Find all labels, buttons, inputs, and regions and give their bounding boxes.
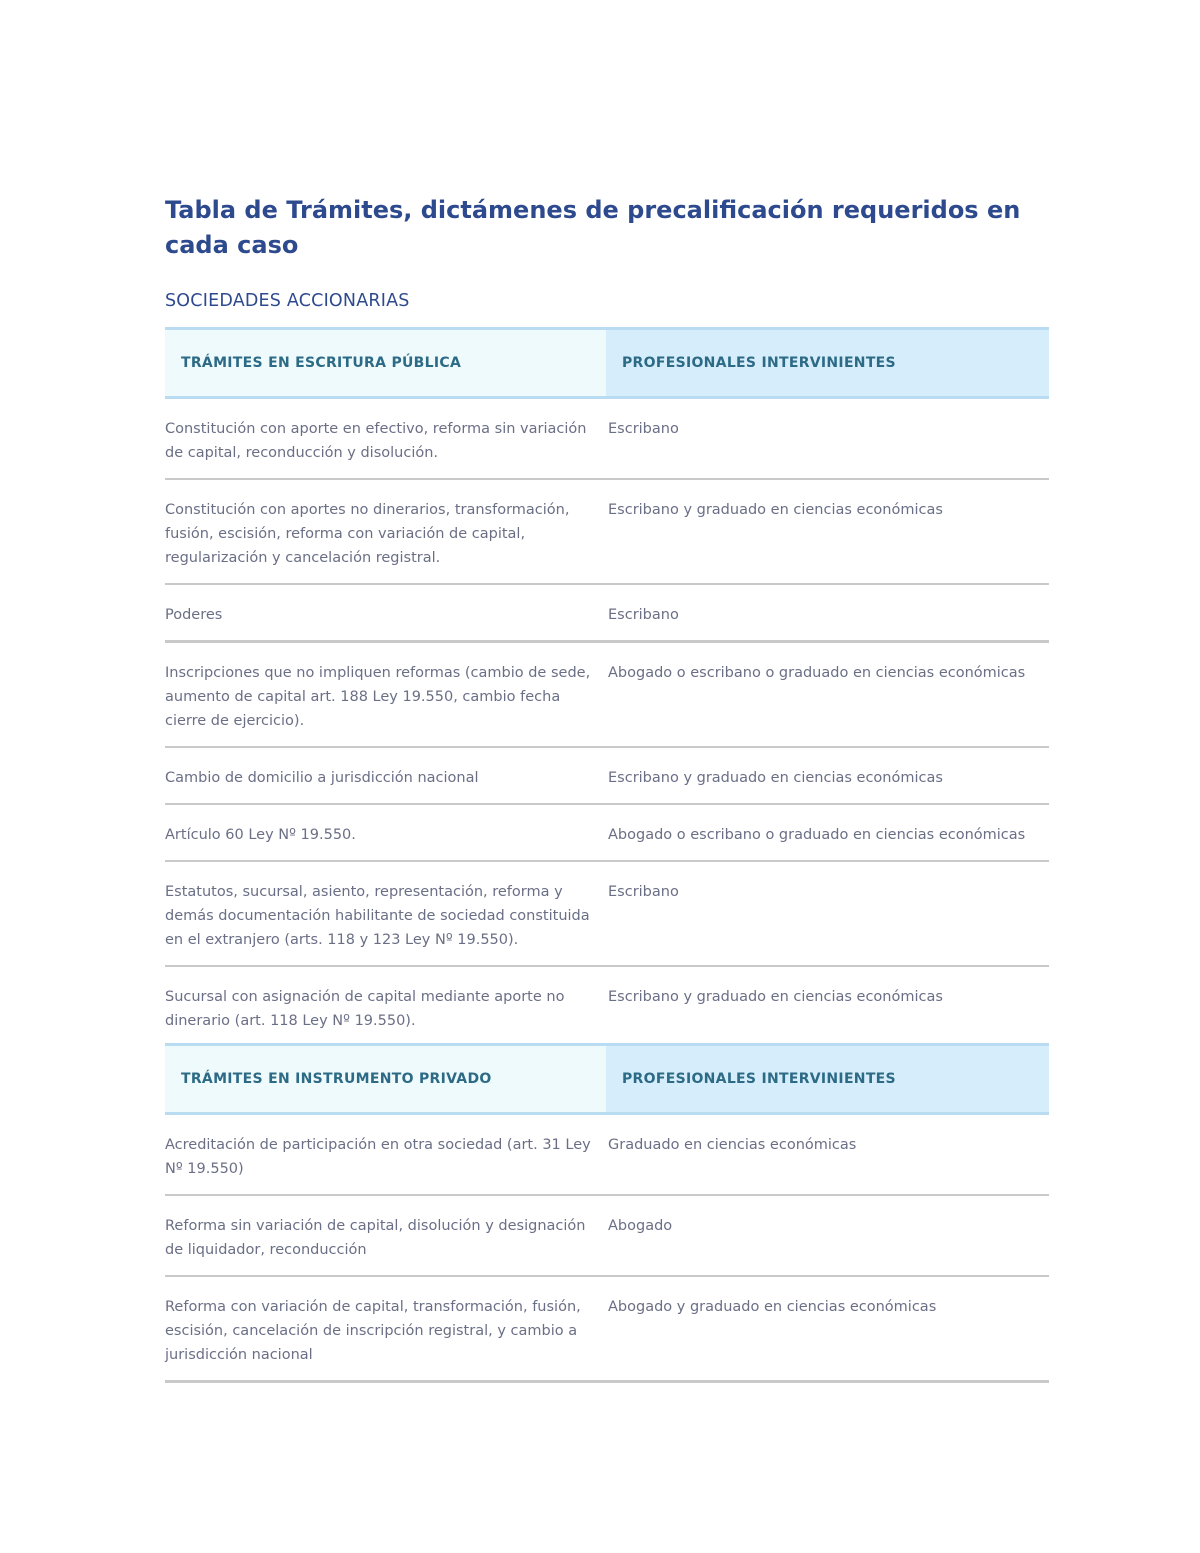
profesional-cell: Abogado y graduado en ciencias económicas: [606, 1276, 1049, 1382]
document-page: [165, 193, 1049, 1383]
table-row: [165, 398, 1049, 480]
profesional-cell: Escribano y graduado en ciencias económicas: [606, 747, 1049, 804]
table-header-row: [165, 1045, 1049, 1114]
tramite-cell: Sucursal con asignación de capital mediante aporte no dinerario (art. 118 Ley Nº 19.550).: [165, 989, 565, 1029]
tramite-cell: Constitución con aporte en efectivo, reforma sin variación de capital, reconducción y disolución.: [165, 398, 606, 480]
tramite-cell: Inscripciones que no impliquen reformas (cambio de sede, aumento de capital art. 188 Ley 19.550, cambio fecha cierre de ejercicio).: [165, 642, 606, 748]
table-row: [165, 966, 1049, 1043]
profesional-cell: Escribano y graduado en ciencias económicas: [606, 479, 1049, 584]
profesional-cell: Escribano: [606, 398, 1049, 480]
tramite-cell: Reforma con variación de capital, transformación, fusión, escisión, cancelación de inscripción registral, y cambio a jurisdicción nacional: [165, 1276, 606, 1382]
column-header-profesionales: PROFESIONALES INTERVINIENTES: [606, 1045, 1049, 1114]
public-deed-table: [165, 327, 1049, 1043]
table-row: [165, 804, 1049, 861]
table-row: [165, 1276, 1049, 1382]
table-row: [165, 642, 1049, 748]
private-instrument-table: [165, 1043, 1049, 1383]
table-row: [165, 1114, 1049, 1196]
section-title: SOCIEDADES ACCIONARIAS: [165, 291, 410, 311]
tramite-cell: Constitución con aportes no dinerarios, transformación, fusión, escisión, reforma con variación de capital, regularización y cancelación registral.: [165, 479, 606, 584]
table-row: [165, 861, 1049, 966]
column-header-tramites: TRÁMITES EN INSTRUMENTO PRIVADO: [165, 1045, 606, 1114]
tramite-cell: Reforma sin variación de capital, disolución y designación de liquidador, reconducción: [165, 1195, 606, 1276]
tramite-cell: Estatutos, sucursal, asiento, representación, reforma y demás documentación habilitante de sociedad constituida en el extranjero (arts. 118 y 123 Ley Nº 19.550).: [165, 861, 606, 966]
table-header-row: [165, 329, 1049, 398]
table-row: [165, 1195, 1049, 1276]
tramite-cell: Acreditación de participación en otra sociedad (art. 31 Ley Nº 19.550): [165, 1114, 606, 1196]
table-row: [165, 747, 1049, 804]
document-title: Tabla de Trámites, dictámenes de precalificación requeridos en cada caso: [165, 196, 1021, 259]
table-row: [165, 479, 1049, 584]
profesional-cell: Abogado o escribano o graduado en ciencias económicas: [606, 804, 1049, 861]
tramite-cell: Artículo 60 Ley Nº 19.550.: [165, 804, 606, 861]
table-row: [165, 584, 1049, 642]
tramite-cell: Poderes: [165, 584, 606, 642]
tramite-cell: Cambio de domicilio a jurisdicción nacional: [165, 747, 606, 804]
profesional-cell: Escribano y graduado en ciencias económicas: [608, 989, 943, 1005]
profesional-cell: Abogado o escribano o graduado en ciencias económicas: [606, 642, 1049, 748]
profesional-cell: Abogado: [606, 1195, 1049, 1276]
profesional-cell: Graduado en ciencias económicas: [606, 1114, 1049, 1196]
column-header-profesionales: PROFESIONALES INTERVINIENTES: [606, 329, 1049, 398]
profesional-cell: Escribano: [606, 861, 1049, 966]
column-header-tramites: TRÁMITES EN ESCRITURA PÚBLICA: [165, 329, 606, 398]
profesional-cell: Escribano: [606, 584, 1049, 642]
